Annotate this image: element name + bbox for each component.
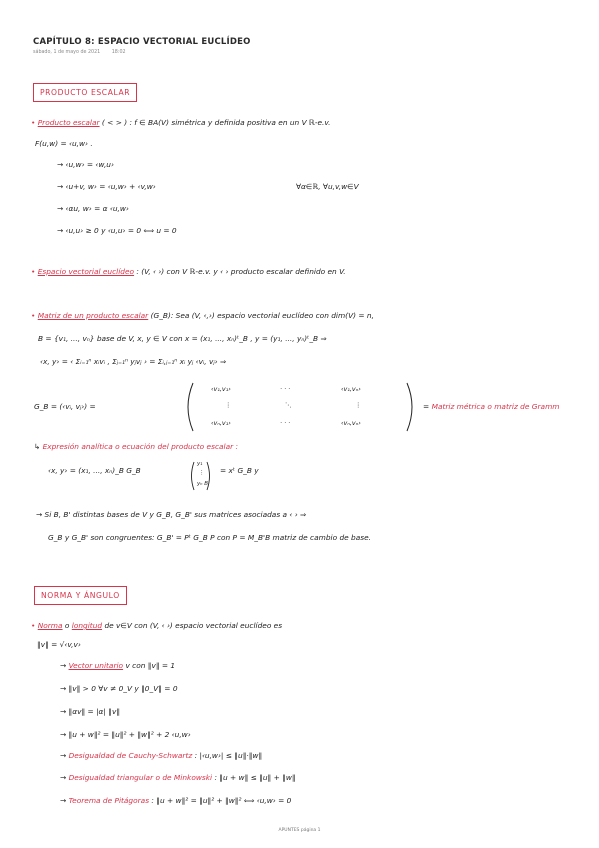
prop-linearity: → ‹u+v, w› = ‹u,w› + ‹v,w› bbox=[57, 182, 156, 191]
matrix-ddots: ⋱ bbox=[285, 401, 292, 409]
basis-line: B = {v₁, ..., vₙ} base de V, x, y ∈ V con x = (x₁, ..., xₙ)ᵗ_B , y = (y₁, ..., yₙ)ᵗ_B ⇒ bbox=[38, 334, 327, 343]
def-producto-escalar bbox=[31, 118, 331, 127]
unit-vector-line bbox=[60, 661, 175, 670]
term-pitagoras: Teorema de Pitágoras bbox=[68, 796, 150, 805]
term-norma: Norma bbox=[37, 621, 63, 630]
matrix-cell-nn: ‹vₙ,vₙ› bbox=[341, 419, 361, 427]
arrow-icon: → bbox=[60, 661, 67, 670]
def-espacio-euclideo-text: : (V, ‹ ›) con V ℝ-e.v. y ‹ › producto escalar definido en V. bbox=[136, 267, 346, 276]
def-matriz-producto-text: (G_B): Sea (V, ‹,›) espacio vectorial euclídeo con dim(V) = n, bbox=[150, 311, 374, 320]
term-producto-escalar: Producto escalar bbox=[37, 118, 100, 127]
norm-prop-3: → ‖u + w‖² = ‖u‖² + ‖w‖² + 2 ‹u,w› bbox=[60, 730, 191, 739]
term-vector-unitario: Vector unitario bbox=[68, 661, 124, 670]
term-espacio-euclideo: Espacio vectorial euclídeo bbox=[37, 267, 135, 276]
gram-lhs: G_B = (‹vᵢ, vⱼ›) = bbox=[34, 402, 96, 411]
term-cauchy-schwartz: Desigualdad de Cauchy-Schwartz bbox=[68, 751, 193, 760]
prop-symmetry: → ‹u,w› = ‹w,u› bbox=[57, 160, 114, 169]
def-producto-escalar-text: ( < > ) : f ∈ BA(V) simétrica y definida positiva en un V ℝ-e.v. bbox=[101, 118, 331, 127]
corner-arrow-icon: ↳ bbox=[34, 442, 41, 451]
pitagoras-text: : ‖u + w‖² = ‖u‖² + ‖w‖² ⟺ ‹u,w› = 0 bbox=[151, 796, 292, 805]
matrix-vdots-left: ⋮ bbox=[225, 401, 232, 409]
minkowski-line bbox=[60, 773, 296, 782]
matrix-cell-ndots: · · · bbox=[280, 419, 291, 427]
matrix-cell-n1: ‹vₙ,v₁› bbox=[211, 419, 231, 427]
fdef-line: F(u,w) = ‹u,w› . bbox=[35, 139, 93, 148]
arrow-icon: → bbox=[60, 751, 67, 760]
cauchy-schwartz-text: : |‹u,w›| ≤ ‖u‖·‖w‖ bbox=[194, 751, 263, 760]
gram-name: Matriz métrica o matriz de Gramm bbox=[431, 402, 560, 411]
sum-line: ‹x, y› = ‹ Σᵢ₌₁ⁿ xᵢvᵢ , Σⱼ₌₁ⁿ yⱼvⱼ › = Σᵢ,ⱼ₌₁ⁿ xᵢ yⱼ ‹vᵢ, vⱼ› ⇒ bbox=[40, 357, 227, 366]
bullet-icon: • bbox=[31, 621, 36, 630]
matrix-vdots-right: ⋮ bbox=[355, 401, 362, 409]
gram-rhs bbox=[423, 402, 559, 411]
cauchy-schwartz-line bbox=[60, 751, 262, 760]
bullet-icon: • bbox=[31, 267, 36, 276]
page-time: 18:02 bbox=[111, 50, 126, 55]
matrix-cell-1n: ‹v₁,vₙ› bbox=[341, 385, 361, 393]
congruence-line-2: G_B y G_B' son congruentes: G_B' = Pᵗ G_B P con P = M_B'B matriz de cambio de base. bbox=[48, 533, 371, 542]
term-longitud: longitud bbox=[71, 621, 103, 630]
section-producto-escalar-heading: PRODUCTO ESCALAR bbox=[33, 83, 137, 102]
vector-y1: y₁ bbox=[197, 461, 203, 467]
column-vector-y bbox=[190, 461, 214, 491]
norm-prop-1: → ‖v‖ > 0 ∀v ≠ 0_V y ‖0_V‖ = 0 bbox=[60, 684, 178, 693]
term-matriz-producto: Matriz de un producto escalar bbox=[37, 311, 149, 320]
expr-lhs: ‹x, y› = (x₁, ..., xₙ)_B G_B bbox=[48, 466, 141, 475]
prop-quantifier: ∀α∈ℝ, ∀u,v,w∈V bbox=[296, 182, 359, 191]
arrow-icon: → bbox=[60, 773, 67, 782]
def-norma-text: de v∈V con (V, ‹ ›) espacio vectorial euclídeo es bbox=[104, 621, 283, 630]
page-footer: APUNTES página 1 bbox=[278, 828, 321, 833]
bullet-icon: • bbox=[31, 311, 36, 320]
page-title: CAPÍTULO 8: ESPACIO VECTORIAL EUCLÍDEO bbox=[33, 37, 251, 47]
expr-rhs: = xᵗ G_B y bbox=[220, 466, 259, 475]
def-matriz-producto bbox=[31, 311, 374, 320]
norma-o: o bbox=[64, 621, 70, 630]
matrix-cell-11: ‹v₁,v₁› bbox=[211, 385, 231, 393]
gram-matrix bbox=[185, 381, 415, 433]
prop-homogeneity: → ‹αu, w› = α ‹u,w› bbox=[57, 204, 129, 213]
vector-vdots: ⋮ bbox=[199, 470, 205, 476]
norm-prop-2: → ‖αv‖ = |α| ‖v‖ bbox=[60, 707, 121, 716]
page-meta bbox=[33, 50, 136, 55]
unit-vector-text: v con ‖v‖ = 1 bbox=[125, 661, 176, 670]
matrix-cell-1dots: · · · bbox=[280, 385, 291, 393]
term-minkowski: Desigualdad triangular o de Minkowski bbox=[68, 773, 213, 782]
arrow-icon: → bbox=[60, 796, 67, 805]
vector-yn: yₙ B bbox=[197, 481, 208, 487]
pitagoras-line bbox=[60, 796, 291, 805]
def-norma bbox=[31, 621, 282, 630]
expr-analitica-heading bbox=[34, 442, 238, 451]
def-espacio-euclideo bbox=[31, 267, 346, 276]
section-norma-angulo-heading: NORMA Y ÁNGULO bbox=[34, 586, 127, 605]
page-date: sábado, 1 de mayo de 2021 bbox=[33, 50, 101, 55]
minkowski-text: : ‖u + w‖ ≤ ‖u‖ + ‖w‖ bbox=[214, 773, 296, 782]
gram-eq: = bbox=[423, 402, 430, 411]
prop-positivity: → ‹u,u› ≥ 0 y ‹u,u› = 0 ⟺ u = 0 bbox=[57, 226, 177, 235]
congruence-line-1: → Si B, B' distintas bases de V y G_B, G_B' sus matrices asociadas a ‹ › ⇒ bbox=[36, 510, 307, 519]
norma-formula: ‖v‖ = √‹v,v› bbox=[37, 640, 81, 649]
term-expr-analitica: Expresión analítica o ecuación del producto escalar : bbox=[42, 442, 238, 451]
bullet-icon: • bbox=[31, 118, 36, 127]
